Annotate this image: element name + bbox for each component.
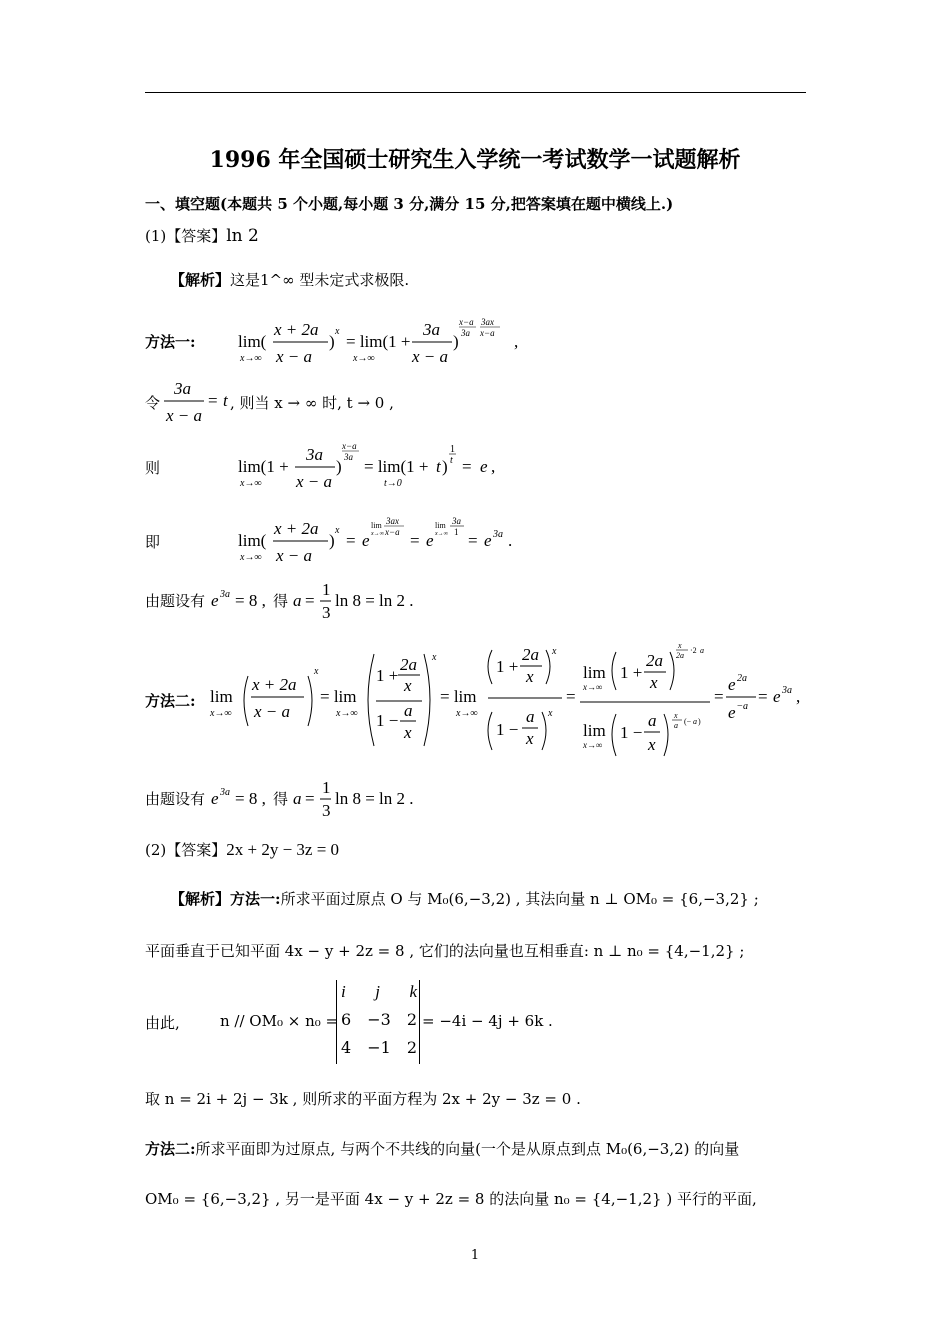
q2-analysis-line1 xyxy=(170,888,759,909)
q2-take-line: 取 n = 2i + 2j − 3k , 则所求的平面方程为 2x + 2y − 3z = 0 . xyxy=(145,1090,581,1108)
q2-method2-label: 方法二: xyxy=(145,1140,196,1158)
det-row xyxy=(341,982,417,1002)
header-rule xyxy=(145,92,806,93)
svg-text:x − a: x − a xyxy=(412,347,449,366)
svg-text:x: x xyxy=(650,673,658,692)
q1-let-formula xyxy=(162,375,240,427)
q1-answer-label: (1)【答案】 xyxy=(145,227,227,245)
svg-text:x: x xyxy=(526,667,534,686)
svg-text:lim(: lim( xyxy=(238,531,267,550)
svg-text:由题设有: 由题设有 xyxy=(145,594,206,610)
q1-method2-formula xyxy=(208,638,808,763)
svg-text:e: e xyxy=(211,789,219,808)
svg-text:x + 2a: x + 2a xyxy=(274,519,319,538)
svg-text:,: , xyxy=(491,457,496,476)
svg-text:t: t xyxy=(450,455,453,466)
svg-text:(−: (− xyxy=(684,717,692,726)
svg-text:lim: lim xyxy=(210,687,233,706)
det-cell: 6 xyxy=(341,1010,352,1029)
svg-text:=: = xyxy=(410,531,420,550)
svg-text:x + 2a: x + 2a xyxy=(274,320,319,339)
svg-text:x→∞: x→∞ xyxy=(435,531,448,537)
svg-text:x − a: x − a xyxy=(254,702,291,721)
svg-text:lim: lim xyxy=(583,663,606,682)
svg-text:e: e xyxy=(426,531,434,550)
svg-text:= lim(1 +: = lim(1 + xyxy=(364,457,429,476)
svg-text:= lim: = lim xyxy=(320,687,357,706)
svg-text:x: x xyxy=(552,646,557,657)
svg-text:x−a: x−a xyxy=(342,441,357,451)
q1-answer-value: ln 2 xyxy=(226,226,259,246)
svg-text:1: 1 xyxy=(322,778,331,797)
svg-text:x: x xyxy=(314,666,319,677)
svg-text:t: t xyxy=(223,391,228,410)
q2-determinant xyxy=(336,980,420,1064)
q2-cross-lhs: n // OM₀ × n₀ = xyxy=(220,1012,339,1030)
svg-text:3a: 3a xyxy=(461,328,470,338)
svg-text:): ) xyxy=(698,717,701,726)
det-cell: 4 xyxy=(341,1038,352,1057)
svg-text:): ) xyxy=(329,531,335,550)
svg-text:x: x xyxy=(335,326,340,337)
svg-text:ln 8 = ln 2 .: ln 8 = ln 2 . xyxy=(335,789,414,808)
svg-text:a: a xyxy=(293,591,302,610)
svg-text:lim: lim xyxy=(371,521,382,530)
section-heading: 一、填空题(本题共 5 个小题,每小题 3 分,满分 15 分,把答案填在题中横线上.) xyxy=(145,195,674,213)
q1-ie-formula xyxy=(236,510,526,570)
q2-answer-value: 2x + 2y − 3z = 0 xyxy=(226,840,340,859)
svg-text:.: . xyxy=(508,531,513,550)
svg-text:e: e xyxy=(211,591,219,610)
svg-text:1 +: 1 + xyxy=(496,657,519,676)
svg-text:x: x xyxy=(432,652,437,663)
q1-analysis-label: 【解析】 xyxy=(170,271,231,289)
svg-text:x: x xyxy=(404,723,412,742)
svg-text:3a: 3a xyxy=(423,320,440,339)
svg-text:2a: 2a xyxy=(522,645,539,664)
svg-text:=: = xyxy=(462,457,472,476)
q2-thus-label: 由此, xyxy=(145,1014,180,1032)
det-cell: k xyxy=(409,982,417,1001)
det-cell: −3 xyxy=(367,1010,391,1029)
q1-analysis-text: 这是1^∞ 型未定式求极限. xyxy=(230,271,410,289)
q1-method2-label: 方法二: xyxy=(145,692,196,710)
q1-then-formula xyxy=(236,436,506,496)
svg-text:e: e xyxy=(728,703,736,722)
svg-text:1 −: 1 − xyxy=(496,720,519,739)
svg-text:2a: 2a xyxy=(737,673,747,684)
svg-text:x→∞: x→∞ xyxy=(336,708,358,719)
svg-text:=: = xyxy=(758,687,768,706)
svg-text:x − a: x − a xyxy=(296,472,333,491)
svg-text:x→∞: x→∞ xyxy=(583,682,603,692)
svg-text:x − a: x − a xyxy=(276,347,313,366)
svg-text:得: 得 xyxy=(273,594,289,610)
svg-text:=: = xyxy=(305,591,315,610)
svg-text:得: 得 xyxy=(273,792,289,808)
svg-text:x − a: x − a xyxy=(276,546,313,565)
svg-text:): ) xyxy=(453,332,459,351)
svg-text:a: a xyxy=(526,707,535,726)
page-number: 1 xyxy=(470,1248,480,1263)
q1-conclusion1 xyxy=(145,578,435,628)
svg-text:1 +: 1 + xyxy=(376,666,399,685)
svg-text:x→∞: x→∞ xyxy=(240,552,262,563)
svg-text:3a: 3a xyxy=(306,445,323,464)
svg-text:2a: 2a xyxy=(400,655,417,674)
svg-text:e: e xyxy=(728,675,736,694)
svg-text:x − a: x − a xyxy=(166,406,203,425)
q1-analysis xyxy=(170,269,409,290)
svg-text:=: = xyxy=(346,531,356,550)
svg-text:3a: 3a xyxy=(220,787,230,798)
svg-text:x→∞: x→∞ xyxy=(240,353,262,364)
svg-text:e: e xyxy=(773,687,781,706)
svg-text:3a: 3a xyxy=(344,452,353,462)
svg-text:= lim: = lim xyxy=(440,687,477,706)
svg-text:1: 1 xyxy=(454,527,459,537)
svg-text:a: a xyxy=(743,701,748,712)
svg-text:3a: 3a xyxy=(493,529,503,540)
svg-text:·2: ·2 xyxy=(690,646,697,655)
svg-text:,: , xyxy=(796,687,801,706)
svg-text:e: e xyxy=(480,457,488,476)
q1-let-prefix: 令 xyxy=(145,394,161,412)
svg-text:=: = xyxy=(208,391,218,410)
q2-answer-label: (2)【答案】 xyxy=(145,841,227,859)
svg-text:): ) xyxy=(329,332,335,351)
svg-text:=: = xyxy=(714,687,724,706)
svg-text:3a: 3a xyxy=(452,516,461,526)
svg-text:3a: 3a xyxy=(220,589,230,600)
svg-text:a: a xyxy=(648,711,657,730)
q2-line1: 所求平面过原点 O 与 M₀(6,−3,2) , 其法向量 n ⊥ OM₀ = {6,−3,2} ; xyxy=(280,890,759,908)
svg-text:2a: 2a xyxy=(646,651,663,670)
svg-text:x + 2a: x + 2a xyxy=(252,675,297,694)
svg-text:x: x xyxy=(526,729,534,748)
svg-text:1: 1 xyxy=(450,444,455,455)
svg-text:a: a xyxy=(404,701,413,720)
svg-text:t→0: t→0 xyxy=(384,478,402,489)
q1-let-suffix: , 则当 x → ∞ 时, t → 0 , xyxy=(230,394,394,412)
q1-ie-label: 即 xyxy=(145,533,161,551)
svg-text:3ax: 3ax xyxy=(386,516,399,526)
svg-text:,: , xyxy=(514,332,519,351)
svg-text:): ) xyxy=(336,457,342,476)
svg-text:x: x xyxy=(548,708,553,719)
det-cell: 2 xyxy=(406,1010,417,1029)
q1-conclusion2 xyxy=(145,774,435,824)
svg-text:lim(1 +: lim(1 + xyxy=(238,457,289,476)
svg-text:=: = xyxy=(566,687,576,706)
q2-cross-rhs: = −4i − 4j + 6k . xyxy=(422,1012,553,1030)
svg-text:lim: lim xyxy=(583,721,606,740)
svg-text:x→∞: x→∞ xyxy=(240,478,262,489)
q1-method1-label: 方法一: xyxy=(145,333,196,351)
svg-text:3: 3 xyxy=(322,801,331,820)
det-cell: j xyxy=(375,982,380,1001)
svg-text:x−a: x−a xyxy=(480,328,495,338)
svg-text:a: a xyxy=(674,721,678,730)
svg-text:x−a: x−a xyxy=(385,527,400,537)
svg-text:= 8 ,: = 8 , xyxy=(235,591,266,610)
svg-text:=: = xyxy=(305,789,315,808)
q2-analysis-label: 【解析】 xyxy=(170,890,231,908)
svg-text:lim: lim xyxy=(435,521,446,530)
svg-text:= lim(1 +: = lim(1 + xyxy=(346,332,411,351)
det-cell: −1 xyxy=(367,1038,391,1057)
q1-then-label: 则 xyxy=(145,459,161,477)
svg-text:e: e xyxy=(484,531,492,550)
det-row xyxy=(341,1010,417,1029)
svg-text:a: a xyxy=(700,646,704,655)
svg-text:3a: 3a xyxy=(782,685,792,696)
svg-text:x: x xyxy=(674,711,678,720)
svg-text:x→∞: x→∞ xyxy=(583,740,603,750)
svg-text:3: 3 xyxy=(322,603,331,622)
svg-text:x→∞: x→∞ xyxy=(371,531,384,537)
q2-answer xyxy=(145,839,339,860)
svg-text:3a: 3a xyxy=(174,379,191,398)
svg-text:1: 1 xyxy=(322,580,331,599)
det-cell: 2 xyxy=(406,1038,417,1057)
svg-text:3ax: 3ax xyxy=(481,317,494,327)
q2-line2: 平面垂直于已知平面 4x − y + 2z = 8 , 它们的法向量也互相垂直: n ⊥ n₀ = {4,−1,2} ; xyxy=(145,942,745,960)
svg-text:由题设有: 由题设有 xyxy=(145,792,206,808)
page-title: 1996 年全国硕士研究生入学统一考试数学一试题解析 xyxy=(209,147,741,173)
det-cell: i xyxy=(341,982,346,1001)
svg-text:= 8 ,: = 8 , xyxy=(235,789,266,808)
svg-text:lim(: lim( xyxy=(238,332,267,351)
svg-text:x→∞: x→∞ xyxy=(353,353,375,364)
svg-text:x: x xyxy=(404,676,412,695)
svg-text:1 −: 1 − xyxy=(376,711,399,730)
svg-text:): ) xyxy=(442,457,448,476)
det-row xyxy=(341,1038,417,1057)
svg-text:x→∞: x→∞ xyxy=(210,708,232,719)
svg-text:x: x xyxy=(648,735,656,754)
svg-text:x: x xyxy=(335,525,340,536)
q2-method2-line2: OM₀ = {6,−3,2} , 另一是平面 4x − y + 2z = 8 的法向量 n₀ = {4,−1,2} ) 平行的平面, xyxy=(145,1190,757,1208)
svg-text:=: = xyxy=(468,531,478,550)
q2-method2-line1: 所求平面即为过原点, 与两个不共线的向量(一个是从原点到点 M₀(6,−3,2) 的向量 xyxy=(195,1140,740,1158)
svg-text:2a: 2a xyxy=(676,651,684,660)
q1-method1-formula xyxy=(236,312,536,372)
svg-text:1 −: 1 − xyxy=(620,723,643,742)
svg-text:ln 8 = ln 2 .: ln 8 = ln 2 . xyxy=(335,591,414,610)
svg-text:a: a xyxy=(693,717,697,726)
q2-method1-label: 方法一: xyxy=(230,890,281,908)
svg-text:a: a xyxy=(293,789,302,808)
svg-text:e: e xyxy=(362,531,370,550)
svg-text:x: x xyxy=(678,641,682,650)
svg-text:x−a: x−a xyxy=(459,317,474,327)
svg-text:1 +: 1 + xyxy=(620,663,643,682)
svg-text:x→∞: x→∞ xyxy=(456,708,478,719)
q2-method2 xyxy=(145,1138,739,1159)
q1-answer xyxy=(145,225,259,246)
svg-text:−: − xyxy=(737,701,743,712)
svg-text:t: t xyxy=(436,457,441,476)
